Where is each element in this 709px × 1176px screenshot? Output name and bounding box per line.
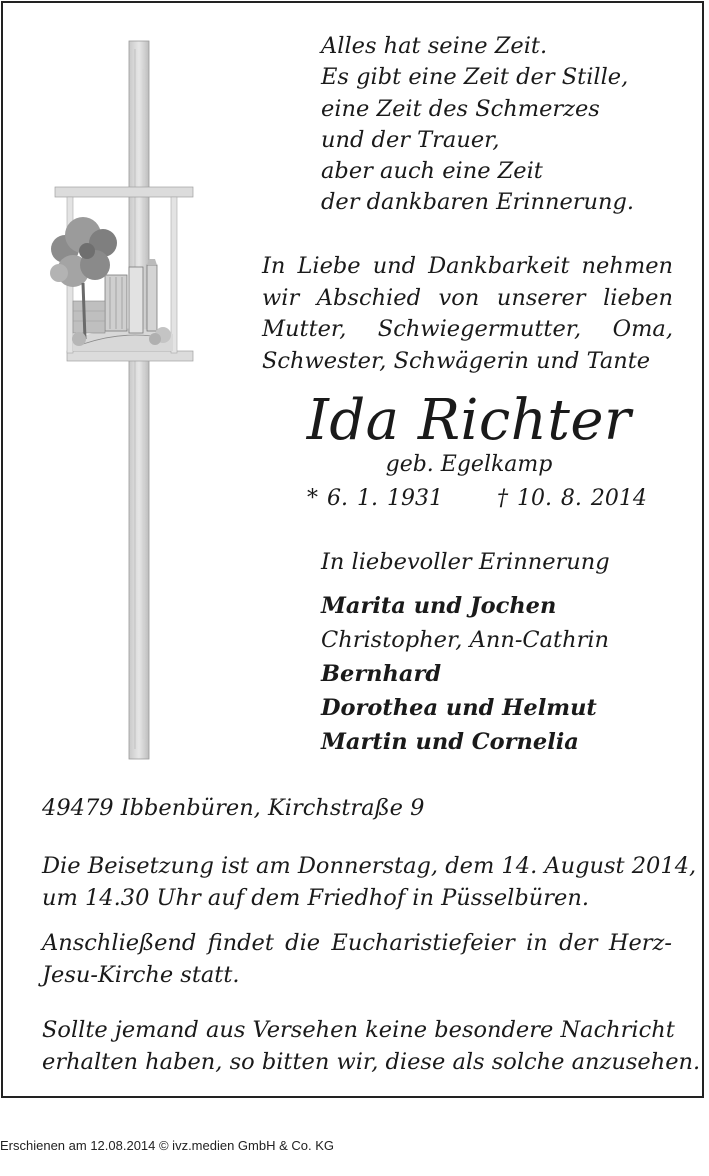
death-date: † 10. 8. 2014: [496, 486, 647, 511]
mourner-entry: Christopher, Ann-Cathrin: [321, 627, 610, 653]
cross-vertical-beam: [129, 41, 149, 759]
intro-text: [262, 251, 673, 377]
publication-footer: Erschienen am 12.08.2014 © ivz.medien GmbH & Co. KG: [0, 1138, 335, 1153]
mourners-list: [321, 589, 609, 759]
cross-garden-illustration: [43, 39, 203, 761]
poem-line: eine Zeit des Schmerzes: [321, 95, 600, 122]
deceased-name: Ida Richter: [306, 388, 632, 453]
poem-line: aber auch eine Zeit: [321, 158, 543, 185]
mourner-entry: Martin und Cornelia: [321, 729, 579, 755]
family-address: 49479 Ibbenbüren, Kirchstraße 9: [42, 795, 425, 821]
maiden-name: geb. Egelkamp: [385, 452, 553, 477]
mass-details: [42, 928, 672, 991]
intro-line: Schwester, Schwägerin und Tante: [262, 347, 651, 374]
mourner-entry: Marita und Jochen: [321, 593, 557, 619]
poem-line: der dankbaren Erinnerung.: [321, 189, 635, 216]
birth-date: * 6. 1. 1931: [307, 486, 443, 511]
poem-line: Es gibt eine Zeit der Stille,: [321, 64, 629, 91]
mass-line: Anschließend findet die Eucharistiefeier in der Herz-: [42, 930, 672, 956]
mourner-entry: Bernhard: [321, 661, 442, 687]
notice-line: erhalten haben, so bitten wir, diese als solche anzusehen.: [42, 1048, 701, 1075]
life-dates: [307, 484, 647, 514]
cross-horizontal-beam: [55, 187, 193, 197]
poem: [321, 31, 634, 219]
notice-line: Sollte jemand aus Versehen keine besondere Nachricht: [42, 1017, 675, 1043]
intro-line: In Liebe und Dankbarkeit nehmen: [262, 253, 673, 279]
poem-line: und der Trauer,: [321, 126, 500, 153]
intro-line: Mutter, Schwiegermutter, Oma,: [262, 316, 673, 342]
funeral-details: [42, 851, 697, 914]
notification-note: [42, 1015, 701, 1078]
funeral-line: um 14.30 Uhr auf dem Friedhof in Püsselbüren.: [42, 884, 589, 911]
mourner-entry: Dorothea und Helmut: [321, 695, 597, 721]
funeral-line: Die Beisetzung ist am Donnerstag, dem 14. August 2014,: [42, 853, 697, 879]
intro-line: wir Abschied von unserer lieben: [262, 284, 673, 311]
remembrance-line: In liebevoller Erinnerung: [321, 549, 610, 575]
poem-line: Alles hat seine Zeit.: [321, 33, 548, 59]
mass-line: Jesu-Kirche statt.: [42, 961, 240, 988]
notice-frame: [1, 1, 704, 1098]
